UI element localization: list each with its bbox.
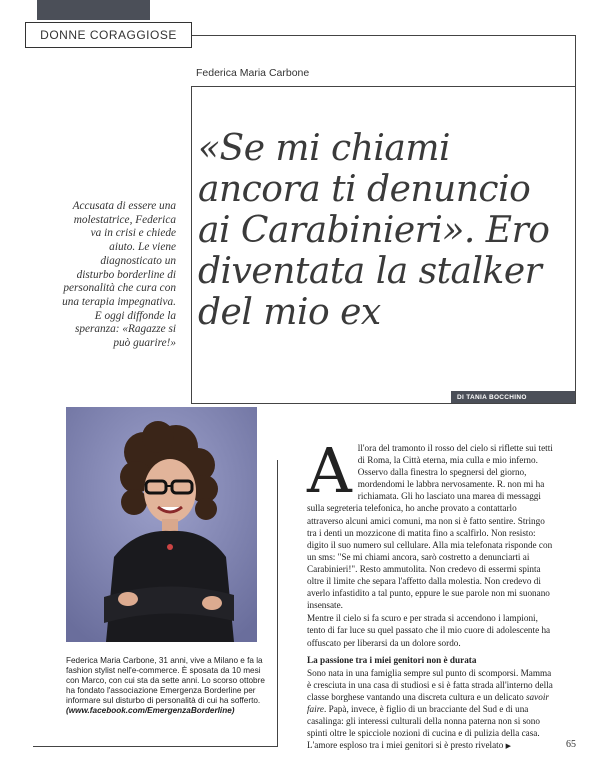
body-subheading: La passione tra i miei genitori non è durata [307, 654, 477, 665]
frame-right-line [575, 35, 576, 403]
byline: DI TANIA BOCCHINO [451, 391, 575, 403]
frame-bottom-line [191, 403, 576, 404]
section-header-bar [37, 0, 150, 20]
body-paragraph-3 [307, 667, 553, 753]
body-paragraph-3a: Sono nata in una famiglia sempre sul punto di scomporsi. Mamma è cresciuta in una casa di studiosi e si è fatta strada all'interno della classe borghese vantando una discreta cultura e un delicato [307, 667, 553, 702]
caption-text: Federica Maria Carbone, 31 anni, vive a Milano e fa la fashion stylist nell'e-commerce. È sposata da 10 mesi con Marco, con cui sta da sette anni. Lo scorso ottobre ha fondato l'associazione Emergenza Borderline per informare sul disturbo di personalità di cui ha sofferto. [66, 656, 265, 705]
photo-caption [66, 656, 274, 716]
caption-frame-right [277, 460, 278, 746]
headline: «Se mi chiami ancora ti denuncio ai Carabinieri». Ero diventata la stalker del mio ex [198, 128, 550, 333]
body-paragraph-3b: . Papà, invece, è figlio di un bracciante del Sud e di una casalinga: gli interessi culturali della nonna paterna non si sono spinti oltre le spicciole nozioni di cucina e di pulizia della casa. L'amore esploso tra i miei genitori si è presto rivelato [307, 703, 540, 751]
caption-frame-bottom [33, 746, 278, 747]
page-number: 65 [566, 739, 576, 750]
portrait-photo [66, 407, 257, 642]
frame-top-line [192, 35, 576, 36]
dropcap-letter: A [307, 434, 352, 507]
author-divider-line [192, 86, 576, 87]
body-paragraph-1-text: ll'ora del tramonto il rosso del cielo si riflette sui tetti di Roma, la Città eterna, mia culla e mio inferno. Osservo dalla finestra lo spegnersi del giorno, mordendomi le labbra nervosamente. R. non mi ha richiamata. Gli ho lasciato una marea di messaggi sulla segreteria telefonica, ho anche provato a contattarlo attraverso alcuni amici comuni, ma non si è fatto sentire. Stringo tra i denti un mozzicone di matita fino a scalfirlo. Non resisto: digito il suo numero sul cellulare. Alla mia telefonata risponde con un sms: "Se mi chiami ancora, sarò costretto a denunciarti ai Carabinieri!". Resto ammutolita. Non credevo di essermi spinta oltre il limite che separa l'affetto dalla molestia. Non credevo di averlo infastidito a tal punto, eppure le sue parole non mi suonano insensate. [307, 443, 553, 611]
article-body [307, 434, 553, 753]
frame-left-line [191, 86, 192, 404]
body-paragraph-2: Mentre il cielo si fa scuro e per strada si accendono i lampioni, tento di far luce su quel passato che il mio cuore di adolescente ha offuscato per liberarsi da un dolore sordo. [307, 613, 551, 648]
continue-arrow-icon: ▶ [505, 742, 512, 751]
body-paragraph-1 [307, 434, 553, 611]
section-label: DONNE CORAGGIOSE [25, 22, 192, 48]
body-italic-phrase: savoir faire [307, 691, 549, 714]
author-name: Federica Maria Carbone [196, 67, 310, 79]
caption-facebook-link[interactable]: (www.facebook.com/EmergenzaBorderline) [66, 706, 235, 715]
portrait-illustration [66, 407, 257, 642]
standfirst: Accusata di essere una molestatrice, Federica va in crisi e chiede aiuto. Le viene diagnosticato un disturbo borderline di personalità che cura con una terapia impegnativa. E oggi diffonde la speranza: «Ragazze si può guarire!» [62, 200, 176, 350]
